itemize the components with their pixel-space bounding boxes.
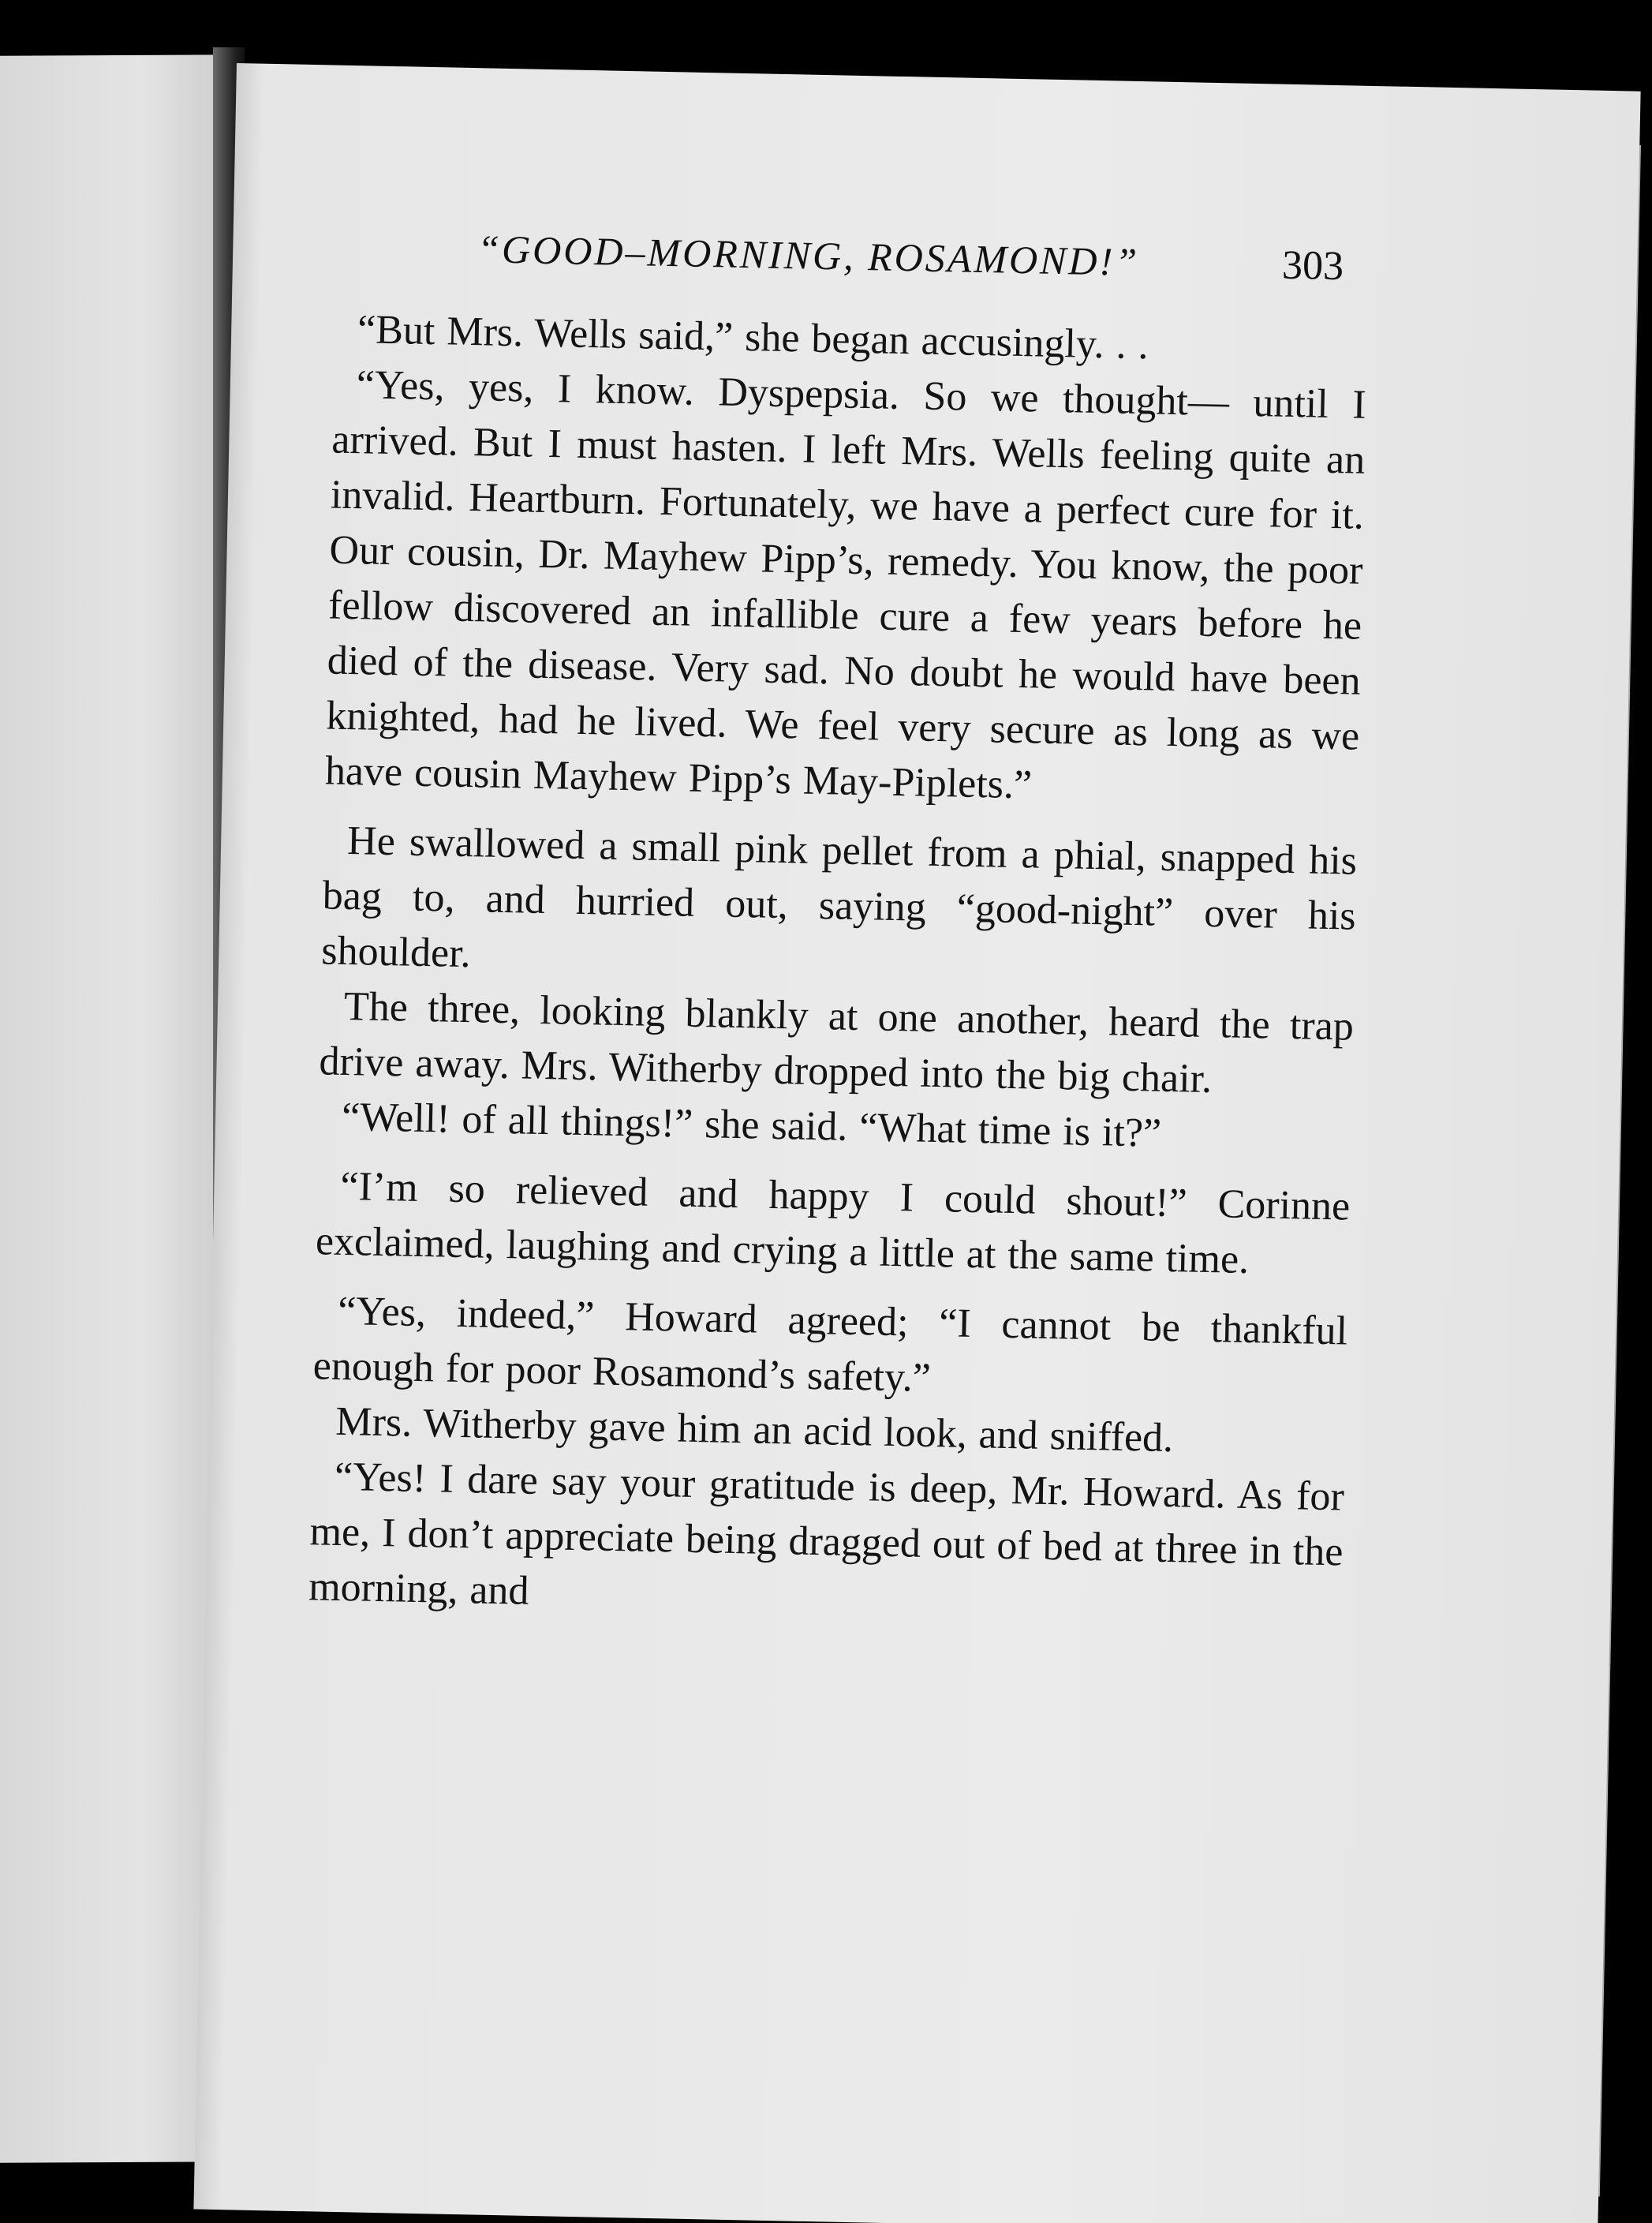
paragraph: “But Mrs. Wells said,” she began accusingly. . . (357, 307, 1149, 369)
paragraph: “Yes, yes, I know. Dyspepsia. So we thought— until I arrived. But I must hasten. I left Mrs. Wells feeling quite an invalid. Heartburn. Fortunately, we have a perfect cure for it. Our cousin, Dr. Mayhew Pipp’s, remedy. You know, the poor fellow discovered an infallible cure a few years before he died of the disease. Very sad. No doubt he would have been knighted, had he lived. We feel very secure as long as we have cousin Mayhew Pipp’s May-Piplets.” (324, 362, 1367, 808)
paragraph: “Yes, indeed,” Howard agreed; “I cannot be thankful enough for poor Rosamond’s safety.” (312, 1288, 1348, 1401)
right-page (193, 63, 1640, 2223)
paragraph: “Yes! I dare say your gratitude is deep, Mr. Howard. As for me, I don’t appreciate being dragged out of bed at three in the morning, and (308, 1454, 1345, 1614)
body-text (308, 302, 1368, 1636)
paragraph: “I’m so relieved and happy I could shout!” Corinne exclaimed, laughing and crying a little at the same time. (315, 1163, 1351, 1283)
page-number: 303 (1281, 242, 1344, 290)
running-head: “GOOD–MORNING, ROSAMOND!” (477, 226, 1140, 285)
paragraph: The three, looking blankly at one another, heard the trap drive away. Mrs. Witherby dropped into the big chair. (319, 983, 1355, 1102)
paragraph: “Well! of all things!” she said. “What time is it?” (341, 1094, 1162, 1156)
paragraph: He swallowed a small pink pellet from a phial, snapped his bag to, and hurried out, saying “good-night” over his shoulder. (320, 818, 1358, 977)
paragraph: Mrs. Witherby gave him an acid look, and sniffed. (335, 1398, 1174, 1461)
